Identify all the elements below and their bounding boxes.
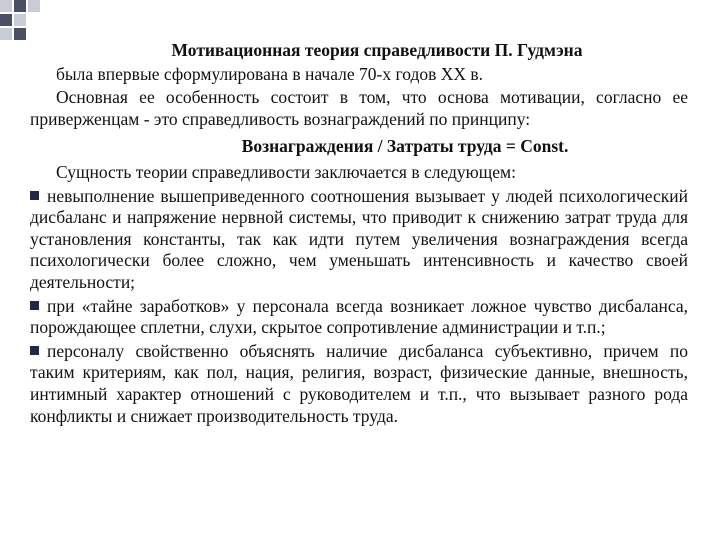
bullet-text: персоналу свойственно объяснять наличие дисбаланса субъективно, причем по таким критериям, как пол, нация, религия, возраст, физические данные, внешность, интимный характер отношений с руководителем и т.п., что вызывает разного рода конфликты и снижает производительность труда. — [30, 340, 688, 426]
square-bullet-icon — [30, 301, 39, 310]
bullet-text: невыполнение вышеприведенного соотношения вызывает у людей психологический дисбаланс и напряжение нервной системы, что приводит к снижению затрат труда для установления константы, так как идти путем увеличения вознаграждения всегда психологически более сложно, чем уменьшать интенсивность и качество своей деятельности; — [30, 185, 688, 292]
corner-square-icon — [14, 28, 26, 40]
essence-paragraph: Сущность теории справедливости заключается в следующем: — [56, 161, 516, 182]
square-bullet-icon — [30, 191, 39, 200]
square-bullet-icon — [30, 346, 39, 355]
formula: Вознаграждения / Затраты труда = Const. — [241, 136, 569, 157]
slide-content — [30, 40, 688, 429]
corner-square-icon — [14, 14, 26, 26]
bullet-text: при «тайне заработков» у персонала всегда возникает ложное чувство дисбаланса, порождающее сплетни, слухи, скрытое сопротивление администрации и т.п.; — [30, 295, 688, 338]
corner-square-icon — [0, 0, 12, 12]
intro-line: была впервые сформулирована в начале 70-х годов XX в. — [56, 63, 484, 84]
bullet-item-1 — [30, 186, 688, 294]
feature-paragraph: Основная ее особенность состоит в том, что основа мотивации, согласно ее приверженцам - это справедливость вознаграждений по принципу: — [30, 87, 688, 129]
corner-square-icon — [0, 28, 12, 40]
slide-title: Мотивационная теория справедливости П. Гудмэна — [171, 40, 583, 60]
bullet-item-3 — [30, 341, 688, 427]
corner-square-icon — [28, 0, 40, 12]
corner-square-icon — [14, 0, 26, 12]
bullet-item-2 — [30, 296, 688, 339]
corner-square-icon — [0, 14, 12, 26]
